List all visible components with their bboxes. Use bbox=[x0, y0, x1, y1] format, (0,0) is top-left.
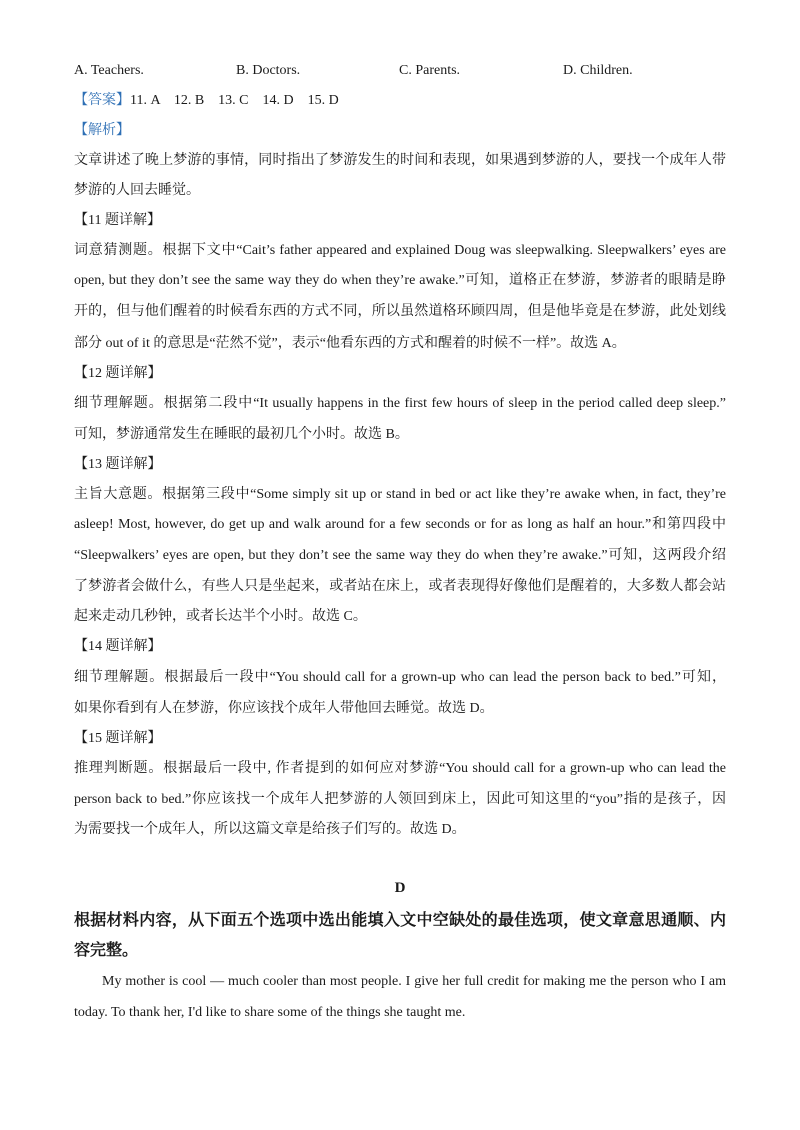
analysis-line: 文章讲述了晚上梦游的事情，同时指出了梦游发生的时间和表现，如果遇到梦游的人，要找一个成年人带 bbox=[74, 153, 726, 168]
option-c: C. Parents. bbox=[399, 63, 461, 78]
section-heading: D bbox=[394, 880, 406, 896]
q11-line: 部分 out of it 的意思是“茫然不觉”，表示“他看东西的方式和醒着的时候不一样”。故选 A。 bbox=[74, 336, 626, 351]
q11-line: open, but they don’t see the same way they do when they’re awake.”可知，道格正在梦游，梦游者的眼睛是睁 bbox=[74, 273, 726, 288]
q13-line: 了梦游者会做什么，有些人只是坐起来，或者站在床上，或者表现得好像他们是醒着的，大多数人都会站 bbox=[74, 579, 726, 594]
q13-line: 起来走动几秒钟，或者长达半个小时。故选 C。 bbox=[74, 609, 367, 624]
instruction-line: 根据材料内容，从下面五个选项中选出能填入文中空缺处的最佳选项，使文章意思通顺、内 bbox=[74, 912, 726, 929]
q12-line: 细节理解题。根据第二段中“It usually happens in the first few hours of sleep in the period called deep sleep.” bbox=[74, 396, 726, 411]
option-d: D. Children. bbox=[563, 63, 633, 78]
q13-line: 主旨大意题。根据第三段中“Some simply sit up or stand in bed or act like they’re awake when, in fact, they’re bbox=[74, 487, 726, 502]
q15-title: 【15 题详解】 bbox=[74, 731, 162, 746]
q15-line: 推理判断题。根据最后一段中, 作者提到的如何应对梦游“You should call for a grown-up who can lead the bbox=[74, 761, 726, 776]
answer-line bbox=[74, 91, 339, 111]
passage-line: today. To thank her, I'd like to share some of the things she taught me. bbox=[74, 1005, 466, 1020]
q11-line: 开的，但与他们醒着的时候看东西的方式不同，所以虽然道格环顾四周，但是他毕竟是在梦游，此处划线 bbox=[74, 304, 726, 319]
analysis-label: 【解析】 bbox=[74, 123, 130, 138]
q12-title: 【12 题详解】 bbox=[74, 366, 162, 381]
q15-line: 为需要找一个成年人，所以这篇文章是给孩子们写的。故选 D。 bbox=[74, 822, 466, 837]
q11-title: 【11 题详解】 bbox=[74, 213, 161, 228]
q13-title: 【13 题详解】 bbox=[74, 457, 162, 472]
q14-title: 【14 题详解】 bbox=[74, 639, 162, 654]
q15-line: person back to bed.”你应该找一个成年人把梦游的人领回到床上，因此可知这里的“you”指的是孩子，因 bbox=[74, 792, 726, 807]
q11-line: 词意猜测题。根据下文中“Cait’s father appeared and explained Doug was sleepwalking. Sleepwalkers’ eyes are bbox=[74, 243, 726, 258]
q14-line: 如果你看到有人在梦游，你应该找个成年人带他回去睡觉。故选 D。 bbox=[74, 701, 494, 716]
option-a: A. Teachers. bbox=[74, 63, 144, 78]
instruction-line: 容完整。 bbox=[74, 942, 139, 959]
q13-line: “Sleepwalkers’ eyes are open, but they don’t see the same way they do when they’re awake.”可知，这两段介绍 bbox=[74, 548, 726, 563]
passage-line: My mother is cool — much cooler than most people. I give her full credit for making me the person who I am bbox=[102, 974, 726, 989]
answer-text: 11. A 12. B 13. C 14. D 15. D bbox=[130, 93, 339, 108]
q14-line: 细节理解题。根据最后一段中“You should call for a grown-up who can lead the person back to bed.”可知， bbox=[74, 670, 726, 685]
option-b: B. Doctors. bbox=[236, 63, 301, 78]
answer-label: 【答案】 bbox=[74, 93, 130, 108]
q12-line: 可知，梦游通常发生在睡眠的最初几个小时。故选 B。 bbox=[74, 427, 409, 442]
analysis-line: 梦游的人回去睡觉。 bbox=[74, 183, 200, 198]
q13-line: asleep! Most, however, do get up and walk around for a few seconds or for as long as half an hour.”和第四段中 bbox=[74, 517, 726, 532]
